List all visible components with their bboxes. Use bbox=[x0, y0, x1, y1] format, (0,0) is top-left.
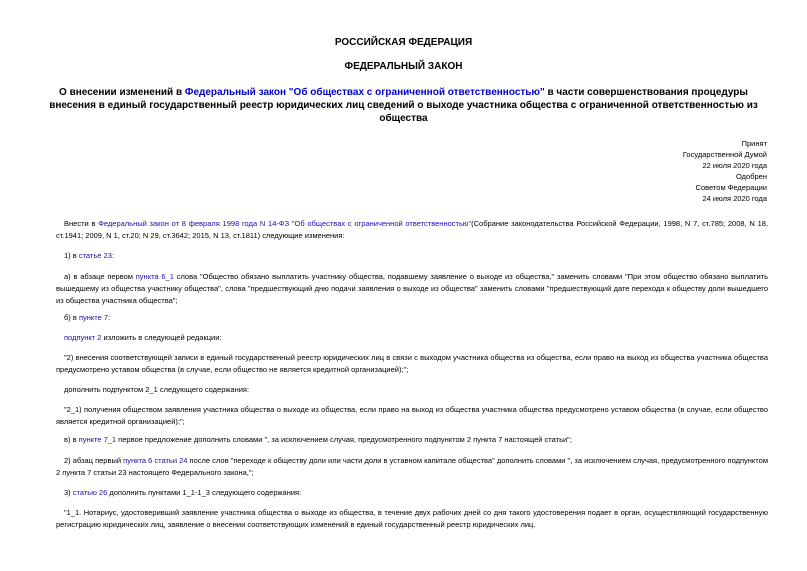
clause-6-1-link[interactable]: пункта 6_1 bbox=[135, 272, 174, 281]
article-26-link[interactable]: статью 26 bbox=[72, 488, 108, 497]
paragraph-text: 3) bbox=[64, 488, 73, 497]
article-24-link[interactable]: пункта 6 статьи 24 bbox=[123, 456, 188, 465]
approved-label: Одобрен bbox=[736, 172, 767, 181]
paragraph-text: в) в bbox=[64, 435, 79, 444]
approved-date: 24 июля 2020 года bbox=[702, 194, 767, 203]
law-heading bbox=[46, 86, 761, 125]
paragraph-quote-1-1: "1_1. Нотариус, удостоверивший заявление участника общества о выходе из общества, в течение двух рабочих дней со дня такого удостоверения подает в орган, осуществляющий государственную регистрацию юридических лиц, заявление о внесении соответствующих изменений в единый государственный реестр юридических лиц. bbox=[56, 508, 768, 529]
paragraph-text: изложить в следующей редакции: bbox=[101, 333, 222, 342]
paragraph-text: после слов "переходе к обществу доли или части доли в уставном капитале общества" дополнить словами ", за исключением случая, предусмотренного подпунктом 2 пункта 7 статьи 23 настоящего Федерального закона,"; bbox=[56, 456, 768, 477]
clause-7-1-link[interactable]: пункте 7_1 bbox=[78, 435, 117, 444]
paragraph-text: б) в bbox=[64, 313, 79, 322]
paragraph-item-3 bbox=[56, 487, 768, 499]
adoption-block bbox=[567, 138, 767, 204]
paragraph-quote-2-1: "2_1) получения обществом заявления участника общества о выходе из общества, если право на выход из общества участника общества предусмотрено уставом общества (в случае, если общество является кредитной организацией);"; bbox=[56, 405, 768, 426]
adopted-date: 22 июля 2020 года bbox=[702, 161, 767, 170]
paragraph-subclause-2 bbox=[56, 332, 768, 344]
paragraph-quote-2: "2) внесения соответствующей записи в единый государственный реестр юридических лиц в связи с выходом участника общества из общества, если право на выход из общества участника общества предусмотрено уставом общества (в случае, если общество не является кредитной организацией);"; bbox=[56, 353, 768, 374]
article-23-link[interactable]: статье 23 bbox=[78, 251, 112, 260]
paragraph-add-2-1: дополнить подпунктом 2_1 следующего содержания: bbox=[64, 385, 250, 394]
heading-text-start: О внесении изменений в bbox=[59, 87, 185, 98]
paragraph-text: Внести в bbox=[64, 219, 99, 228]
paragraph-intro bbox=[56, 218, 768, 242]
approved-by: Советом Федерации bbox=[695, 183, 767, 192]
heading-law-link[interactable]: Федеральный закон "Об обществах с ограниченной ответственностью" bbox=[184, 87, 545, 98]
paragraph-text: а) в абзаце первом bbox=[64, 272, 136, 281]
adopted-label: Принят bbox=[741, 139, 767, 148]
paragraph-item-1 bbox=[56, 250, 768, 262]
paragraph-text: дополнить пунктами 1_1-1_3 следующего содержания: bbox=[107, 488, 302, 497]
paragraph-item-2 bbox=[56, 455, 768, 479]
clause-7-link[interactable]: пункте 7 bbox=[78, 313, 109, 322]
country-title: РОССИЙСКАЯ ФЕДЕРАЦИЯ bbox=[334, 37, 473, 48]
paragraph-item-b bbox=[56, 312, 768, 324]
paragraph-text: первое предложение дополнить словами ", за исключением случая, предусмотренного подпунктом 2 пункта 7 настоящей статьи"; bbox=[116, 435, 572, 444]
paragraph-text: : bbox=[111, 251, 114, 260]
adopted-by: Государственной Думой bbox=[682, 150, 767, 159]
paragraph-text: (Собрание законодательства Российской Федерации, 1998, N 7, ст.785; 2008, N 18, ст.1941; 2009, N 1, ст.20; N 29, ст.3642; 2015, N 13, ст.1811) следующие изменения: bbox=[56, 219, 769, 240]
paragraph-item-v bbox=[56, 434, 768, 446]
paragraph-text: 1) в bbox=[64, 251, 79, 260]
paragraph-item-a bbox=[56, 271, 768, 307]
paragraph-text: : bbox=[108, 313, 111, 322]
subclause-2-link[interactable]: подпункт 2 bbox=[64, 333, 102, 342]
paragraph-text: слова "Общество обязано выплатить участнику общества, подавшему заявление о выходе из общества," заменить словами "При этом общество обязано выплатить вышедшему из общества участнику общества", слова "предшествующий дню подачи заявления о выходе из общества" заменить словами "предшествующий дате перехода к обществу доли вышедшего из общества участника общества"; bbox=[56, 272, 768, 305]
document-type: ФЕДЕРАЛЬНЫЙ ЗАКОН bbox=[344, 61, 463, 72]
paragraph-text: 2) абзац первый bbox=[64, 456, 124, 465]
heading-text-end: в части совершенствования процедуры внесения в единый государственный реестр юридических лиц сведений о выходе участника общества с ограниченной ответственностью из общества bbox=[49, 87, 758, 124]
law-link[interactable]: Федеральный закон от 8 февраля 1998 года N 14-ФЗ "Об обществах с ограниченной ответственностью" bbox=[98, 219, 472, 228]
